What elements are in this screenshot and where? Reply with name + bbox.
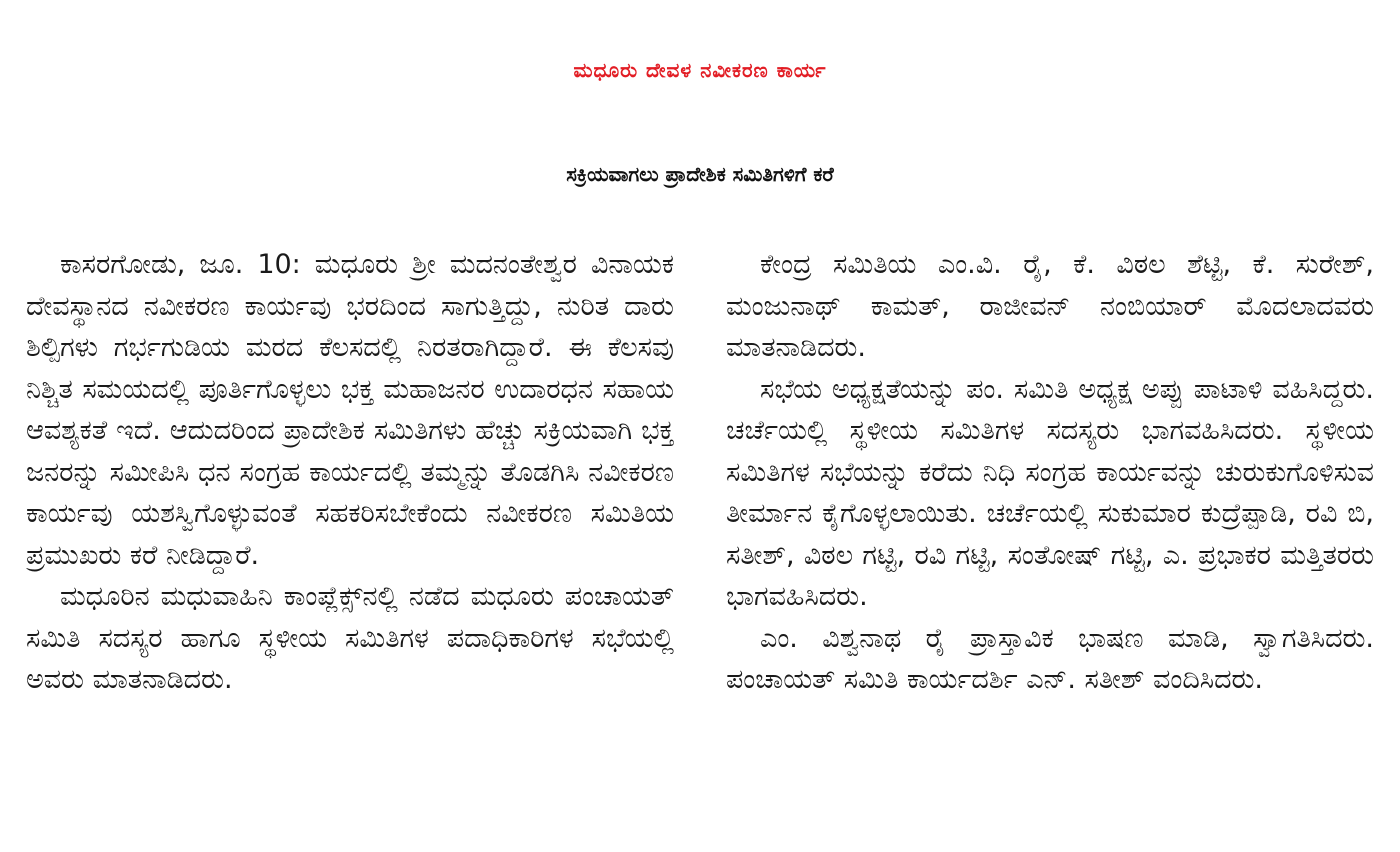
body-paragraph: ಸಭೆಯ ಅಧ್ಯಕ್ಷತೆಯನ್ನು ಪಂ. ಸಮಿತಿ ಅಧ್ಯಕ್ಷ ಅಪ್ಪು ಪಾಟಾಳಿ ವಹಿಸಿದ್ದರು. ಚರ್ಚೆಯಲ್ಲಿ ಸ್ಥಳೀಯ ಸಮಿತಿಗಳ ಸದಸ್ಯರು ಭಾಗವಹಿಸಿದರು. ಸ್ಥಳೀಯ ಸಮಿತಿಗಳ ಸಭೆಯನ್ನು ಕರೆದು ನಿಧಿ ಸಂಗ್ರಹ ಕಾರ್ಯವನ್ನು ಚುರುಕುಗೊಳಿಸುವ ತೀರ್ಮಾನ ಕೈಗೊಳ್ಳಲಾಯಿತು. ಚರ್ಚೆಯಲ್ಲಿ ಸುಕುಮಾರ ಕುದ್ರೆಪ್ಪಾಡಿ, ರವಿ ಬಿ, ಸತೀಶ್, ವಿಠಲ ಗಟ್ಟಿ, ರವಿ ಗಟ್ಟಿ, ಸಂತೋಷ್ ಗಟ್ಟಿ, ಎ. ಪ್ರಭಾಕರ ಮತ್ತಿತರರು ಭಾಗವಹಿಸಿದರು.: [726, 373, 1374, 612]
body-paragraph: ಕೇಂದ್ರ ಸಮಿತಿಯ ಎಂ.ವಿ. ರೈ, ಕೆ. ವಿಠಲ ಶೆಟ್ಟಿ, ಕೆ. ಸುರೇಶ್, ಮಂಜುನಾಥ್ ಕಾಮತ್, ರಾಜೀವನ್ ನಂಬಿಯಾರ್ ಮೊದಲಾದವರು ಮಾತನಾಡಿದರು.: [726, 249, 1374, 363]
body-paragraph: ಮಧೂರಿನ ಮಧುವಾಹಿನಿ ಕಾಂಪ್ಲೆಕ್ಸ್‌ನಲ್ಲಿ ನಡೆದ ಮಧೂರು ಪಂಚಾಯತ್ ಸಮಿತಿ ಸದಸ್ಯರ ಹಾಗೂ ಸ್ಥಳೀಯ ಸಮಿತಿಗಳ ಪದಾಧಿಕಾರಿಗಳ ಸಭೆಯಲ್ಲಿ ಅವರು ಮಾತನಾಡಿದರು.: [26, 581, 674, 695]
article-column-right: [726, 244, 1374, 701]
body-paragraph: ಎಂ. ವಿಶ್ವನಾಥ ರೈ ಪ್ರಾಸ್ತಾವಿಕ ಭಾಷಣ ಮಾಡಿ, ಸ್ವಾಗತಿಸಿದರು. ಪಂಚಾಯತ್ ಸಮಿತಿ ಕಾರ್ಯದರ್ಶಿ ಎನ್. ಸತೀಶ್ ವಂದಿಸಿದರು.: [726, 622, 1374, 695]
body-paragraph: ಕಾಸರಗೋಡು, ಜೂ. 10: ಮಧೂರು ಶ್ರೀ ಮದನಂತೇಶ್ವರ ವಿನಾಯಕ ದೇವಸ್ಥಾನದ ನವೀಕರಣ ಕಾರ್ಯವು ಭರದಿಂದ ಸಾಗುತ್ತಿದ್ದು, ನುರಿತ ದಾರು ಶಿಲ್ಪಿಗಳು ಗರ್ಭಗುಡಿಯ ಮರದ ಕೆಲಸದಲ್ಲಿ ನಿರತರಾಗಿದ್ದಾರೆ. ಈ ಕೆಲಸವು ನಿಶ್ಚಿತ ಸಮಯದಲ್ಲಿ ಪೂರ್ತಿಗೊಳ್ಳಲು ಭಕ್ತ ಮಹಾಜನರ ಉದಾರಧನ ಸಹಾಯ ಆವಶ್ಯಕತೆ ಇದೆ. ಆದುದರಿಂದ ಪ್ರಾದೇಶಿಕ ಸಮಿತಿಗಳು ಹೆಚ್ಚು ಸಕ್ರಿಯವಾಗಿ ಭಕ್ತ ಜನರನ್ನು ಸಮೀಪಿಸಿ ಧನ ಸಂಗ್ರಹ ಕಾರ್ಯದಲ್ಲಿ ತಮ್ಮನ್ನು ತೊಡಗಿಸಿ ನವೀಕರಣ ಕಾರ್ಯವು ಯಶಸ್ವಿಗೊಳ್ಳುವಂತೆ ಸಹಕರಿಸಬೇಕೆಂದು ನವೀಕರಣ ಸಮಿತಿಯ ಪ್ರಮುಖರು ಕರೆ ನೀಡಿದ್ದಾರೆ.: [26, 249, 674, 571]
kicker-headline: ಮಧೂರು ದೇವಳ ನವೀಕರಣ ಕಾರ್ಯ: [573, 58, 827, 82]
main-headline: ಸಕ್ರಿಯವಾಗಲು ಪ್ರಾದೇಶಿಕ ಸಮಿತಿಗಳಿಗೆ ಕರೆ: [566, 162, 834, 186]
article-column-left: [26, 244, 674, 701]
